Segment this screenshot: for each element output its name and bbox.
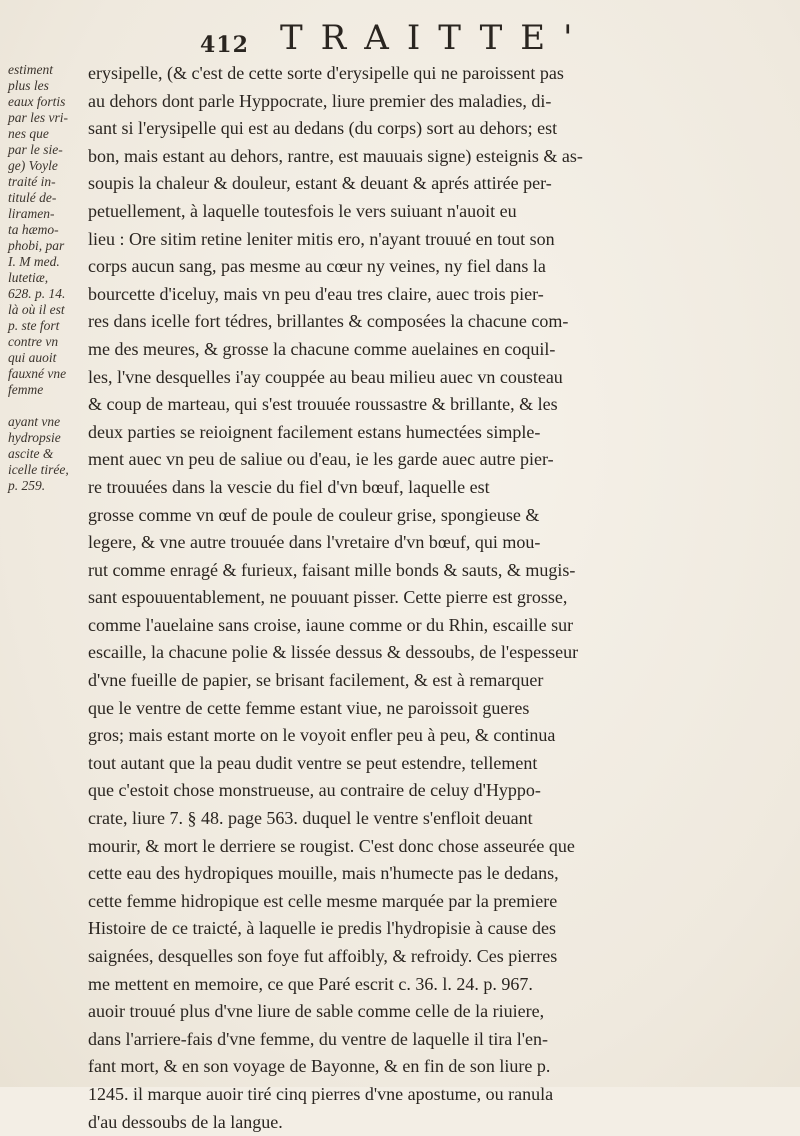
text-line: gros; mais estant morte on le voyoit enfler peu à peu, & continua — [88, 725, 556, 746]
text-line: erysipelle, (& c'est de cette sorte d'erysipelle qui ne paroissent pas — [88, 63, 564, 83]
margin-note: estiment — [8, 62, 53, 77]
text-line: d'au dessoubs de la langue. — [88, 1111, 283, 1132]
margin-note: titulé de- — [8, 190, 57, 205]
page-number: 412 — [200, 32, 249, 58]
text-line: petuellement, à laquelle toutesfois le vers suiuant n'auoit eu — [88, 200, 517, 221]
margin-note: ge) Voyle — [8, 158, 58, 173]
text-line: que le ventre de cette femme estant viue, ne paroissoit gueres — [88, 697, 530, 718]
margin-note: icelle tirée, — [8, 462, 69, 477]
margin-note: p. 259. — [8, 478, 46, 493]
text-line: que c'estoit chose monstrueuse, au contraire de celuy d'Hyppo- — [88, 780, 541, 801]
text-line: fant mort, & en son voyage de Bayonne, & en fin de son liure p. — [88, 1056, 551, 1077]
margin-note: nes que — [8, 126, 49, 141]
margin-notes — [8, 62, 84, 494]
text-line: d'vne fueille de papier, se brisant facilement, & est à remarquer — [88, 670, 544, 691]
margin-note: lutetiæ, — [8, 270, 49, 285]
margin-note: qui auoit — [8, 350, 57, 365]
running-title: TRAITTE' — [280, 18, 591, 58]
margin-note: là où il est — [8, 302, 65, 317]
text-line: me mettent en memoire, ce que Paré escrit c. 36. l. 24. p. 967. — [88, 973, 533, 994]
margin-note: phobi, par — [8, 238, 65, 253]
text-line: ment auec vn peu de saliue ou d'eau, ie les garde auec autre pier- — [88, 449, 554, 470]
margin-note: ayant vne — [8, 414, 61, 429]
text-line: au dehors dont parle Hyppocrate, liure premier des maladies, di- — [88, 90, 552, 111]
margin-note: hydropsie — [8, 430, 61, 445]
text-line: soupis la chaleur & douleur, estant & deuant & aprés attirée per- — [88, 173, 552, 194]
body-text — [88, 60, 780, 1136]
text-line: rut comme enragé & furieux, faisant mille bonds & sauts, & mugis- — [88, 559, 576, 580]
text-line: cette eau des hydropiques mouille, mais n'humecte pas le dedans, — [88, 863, 559, 884]
text-line: & coup de marteau, qui s'est trouuée roussastre & brillante, & les — [88, 394, 558, 415]
text-line: re trouuées dans la vescie du fiel d'vn bœuf, laquelle est — [88, 476, 490, 497]
text-line: Histoire de ce traicté, à laquelle ie predis l'hydropisie à cause des — [88, 918, 557, 939]
text-line: sant si l'erysipelle qui est au dedans (du corps) sort au dehors; est — [88, 118, 558, 139]
text-line: me des meures, & grosse la chacune comme auelaines en coquil- — [88, 338, 556, 359]
margin-note: p. ste fort — [8, 318, 60, 333]
text-line: tout autant que la peau dudit ventre se peut estendre, tellement — [88, 752, 538, 773]
text-line: mourir, & mort le derriere se rougist. C'est donc chose asseurée que — [88, 835, 575, 856]
margin-note: plus les — [8, 78, 49, 93]
margin-note: traité in- — [8, 174, 56, 189]
margin-note: contre vn — [8, 334, 59, 349]
text-line: auoir trouué plus d'vne liure de sable comme celle de la riuiere, — [88, 1001, 545, 1022]
text-line: sant espouuentablement, ne pouuant pisser. Cette pierre est grosse, — [88, 587, 568, 608]
text-line: corps aucun sang, pas mesme au cœur ny veines, ny fiel dans la — [88, 256, 546, 277]
margin-note: ta hæmo- — [8, 222, 59, 237]
page-header — [0, 12, 800, 58]
margin-note: fauxné vne — [8, 366, 67, 381]
text-line: crate, liure 7. § 48. page 563. duquel le ventre s'enfloit deuant — [88, 808, 533, 829]
text-line: bon, mais estant au dehors, rantre, est mauuais signe) esteignis & as- — [88, 145, 583, 166]
text-line: 1245. il marque auoir tiré cinq pierres d'vne apostume, ou ranula — [88, 1083, 554, 1104]
text-line: grosse comme vn œuf de poule de couleur grise, spongieuse & — [88, 504, 540, 525]
text-line: lieu : Ore sitim retine leniter mitis ero, n'ayant trouué en tout son — [88, 228, 555, 249]
text-line: res dans icelle fort tédres, brillantes & composées la chacune com- — [88, 311, 569, 332]
text-line: comme l'auelaine sans croise, iaune comme or du Rhin, escaille sur — [88, 614, 574, 635]
margin-note: par les vri- — [8, 110, 68, 125]
margin-note: liramen- — [8, 206, 55, 221]
margin-note — [8, 398, 84, 414]
margin-note: 628. p. 14. — [8, 286, 66, 301]
text-line: les, l'vne desquelles i'ay couppée au beau milieu auec vn cousteau — [88, 366, 563, 387]
margin-note: I. M med. — [8, 254, 60, 269]
text-line: dans l'arriere-fais d'vne femme, du ventre de laquelle il tira l'en- — [88, 1028, 549, 1049]
text-line: escaille, la chacune polie & lissée dessus & dessoubs, de l'espesseur — [88, 642, 579, 663]
text-line: deux parties se reioignent facilement estans humectées simple- — [88, 421, 541, 442]
text-line: legere, & vne autre trouuée dans l'vretaire d'vn bœuf, qui mou- — [88, 532, 541, 553]
margin-note: femme — [8, 382, 44, 397]
margin-note: par le sie- — [8, 142, 63, 157]
text-line: cette femme hidropique est celle mesme marquée par la premiere — [88, 890, 558, 911]
text-line: bourcette d'iceluy, mais vn peu d'eau tres claire, auec trois pier- — [88, 283, 544, 304]
text-line: saignées, desquelles son foye fut affoibly, & refroidy. Ces pierres — [88, 946, 558, 966]
margin-note: eaux fortis — [8, 94, 66, 109]
margin-note: ascite & — [8, 446, 54, 461]
